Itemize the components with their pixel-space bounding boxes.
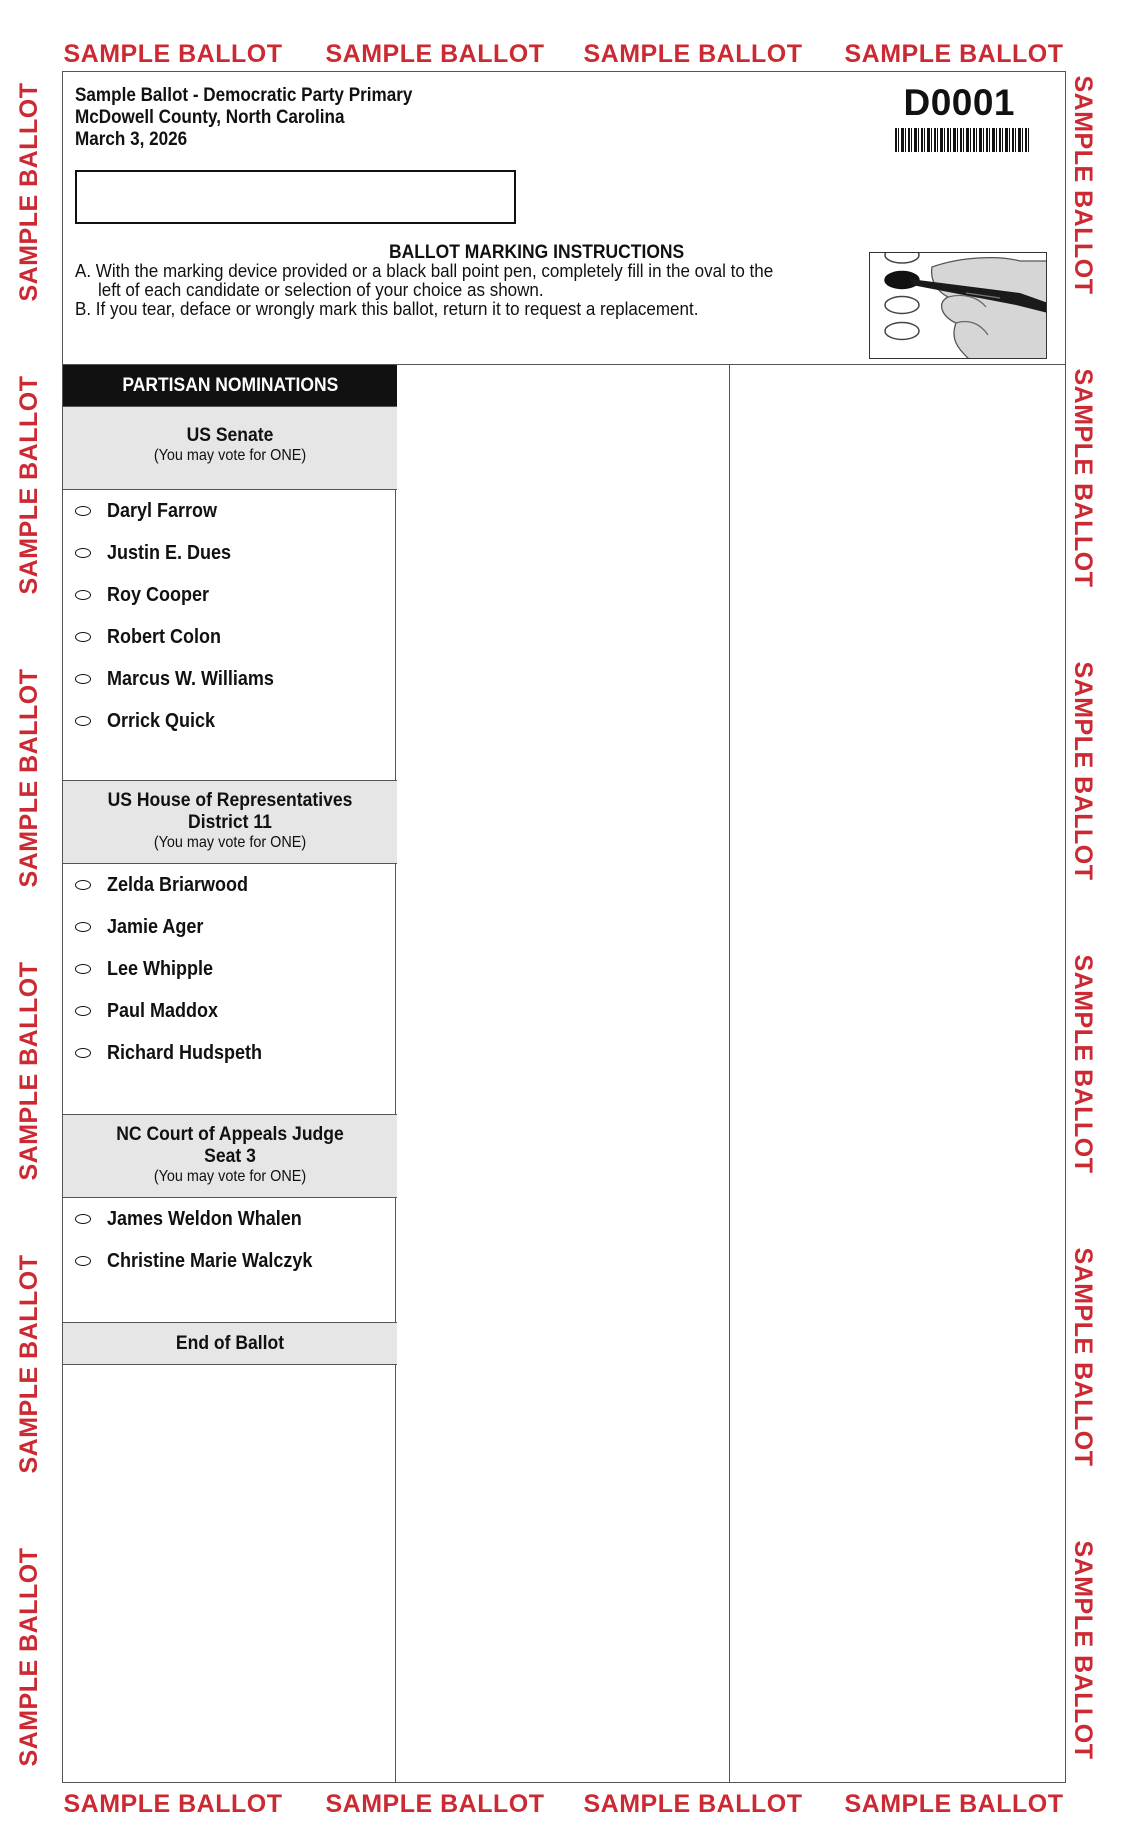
- watermark-left-4: SAMPLE BALLOT: [15, 961, 43, 1181]
- watermark-top-4: SAMPLE BALLOT: [844, 40, 1064, 68]
- watermark-left-6: SAMPLE BALLOT: [15, 1547, 43, 1767]
- watermark-bottom-3: SAMPLE BALLOT: [583, 1790, 803, 1818]
- candidate-option[interactable]: [63, 1243, 397, 1285]
- contest-district: District 11: [188, 811, 272, 833]
- contest-title: US Senate: [186, 424, 274, 446]
- watermark-top-3: SAMPLE BALLOT: [583, 40, 803, 68]
- ballot-id: D0001: [903, 82, 1015, 123]
- ballot-county: McDowell County, North Carolina: [75, 107, 345, 128]
- vote-oval-icon[interactable]: [75, 880, 91, 890]
- candidate-list-nc-court-of-appeals: [63, 1198, 397, 1322]
- watermark-bottom-1: SAMPLE BALLOT: [63, 1790, 283, 1818]
- candidate-name: Orrick Quick: [107, 710, 216, 732]
- instruction-a: A. With the marking device provided or a black ball point pen, completely fill in the oval to the: [75, 260, 774, 281]
- candidate-name: Richard Hudspeth: [107, 1042, 263, 1064]
- vote-oval-icon[interactable]: [75, 1006, 91, 1016]
- end-of-ballot-header: [63, 1322, 397, 1365]
- contest-title: NC Court of Appeals Judge: [116, 1123, 344, 1145]
- candidate-option[interactable]: [63, 909, 397, 951]
- contest-header-us-house: [63, 780, 397, 864]
- candidate-name: Robert Colon: [107, 626, 221, 648]
- watermark-right-4: SAMPLE BALLOT: [1069, 954, 1097, 1174]
- ballot-header: [63, 72, 1065, 365]
- watermark-right-1: SAMPLE BALLOT: [1069, 75, 1097, 295]
- candidate-name: Roy Cooper: [107, 584, 210, 606]
- vote-oval-icon[interactable]: [75, 922, 91, 932]
- ballot-page: [62, 71, 1066, 1783]
- instructions-text: [75, 261, 811, 318]
- candidate-name: Paul Maddox: [107, 1000, 219, 1022]
- vote-oval-icon[interactable]: [75, 716, 91, 726]
- watermark-left-5: SAMPLE BALLOT: [15, 1254, 43, 1474]
- candidate-name: Christine Marie Walczyk: [107, 1250, 313, 1272]
- barcode: [895, 128, 1029, 152]
- ballot-title-block: [75, 85, 412, 151]
- section-header-partisan: [63, 365, 397, 406]
- contest-seat: Seat 3: [204, 1145, 256, 1167]
- watermark-right-3: SAMPLE BALLOT: [1069, 661, 1097, 881]
- candidate-list-us-senate: [63, 490, 397, 780]
- vote-oval-icon[interactable]: [75, 1048, 91, 1058]
- candidate-name: Jamie Ager: [107, 916, 204, 938]
- candidate-option[interactable]: [63, 535, 397, 577]
- column-divider-2: [729, 365, 730, 1782]
- vote-oval-icon[interactable]: [75, 548, 91, 558]
- instruction-b: B. If you tear, deface or wrongly mark this ballot, return it to request a replacement.: [75, 298, 699, 319]
- watermark-right-6: SAMPLE BALLOT: [1069, 1540, 1097, 1760]
- marking-illustration: [869, 252, 1047, 359]
- candidate-option[interactable]: [63, 993, 397, 1035]
- vote-oval-icon[interactable]: [75, 1256, 91, 1266]
- candidate-name: James Weldon Whalen: [107, 1208, 302, 1230]
- ballot-title: Sample Ballot - Democratic Party Primary: [75, 85, 413, 106]
- vote-oval-icon[interactable]: [75, 674, 91, 684]
- candidate-option[interactable]: [63, 1035, 397, 1077]
- vote-for-instruction: (You may vote for ONE): [153, 834, 307, 851]
- candidate-option[interactable]: [63, 867, 397, 909]
- watermark-bottom-2: SAMPLE BALLOT: [325, 1790, 545, 1818]
- candidate-name: Zelda Briarwood: [107, 874, 249, 896]
- candidate-option[interactable]: [63, 619, 397, 661]
- candidate-option[interactable]: [63, 577, 397, 619]
- watermark-left-3: SAMPLE BALLOT: [15, 668, 43, 888]
- contest-header-us-senate: [63, 406, 397, 490]
- candidate-option[interactable]: [63, 703, 397, 745]
- end-of-ballot-label: End of Ballot: [175, 1332, 285, 1354]
- candidate-option[interactable]: [63, 493, 397, 535]
- precinct-box: [75, 170, 516, 224]
- candidate-name: Daryl Farrow: [107, 500, 218, 522]
- vote-for-instruction: (You may vote for ONE): [153, 1168, 307, 1185]
- section-title: PARTISAN NOMINATIONS: [122, 375, 338, 396]
- vote-oval-icon[interactable]: [75, 590, 91, 600]
- watermark-top-2: SAMPLE BALLOT: [325, 40, 545, 68]
- watermark-top-1: SAMPLE BALLOT: [63, 40, 283, 68]
- candidate-name: Justin E. Dues: [107, 542, 232, 564]
- ballot-column-1: [63, 365, 397, 1365]
- candidate-name: Lee Whipple: [107, 958, 214, 980]
- vote-oval-icon[interactable]: [75, 506, 91, 516]
- contest-header-nc-court-of-appeals: [63, 1114, 397, 1198]
- vote-oval-icon[interactable]: [75, 632, 91, 642]
- hand-pen-icon: [870, 253, 1047, 359]
- candidate-option[interactable]: [63, 1201, 397, 1243]
- candidate-option[interactable]: [63, 951, 397, 993]
- vote-oval-icon[interactable]: [75, 964, 91, 974]
- watermark-left-1: SAMPLE BALLOT: [15, 82, 43, 302]
- vote-oval-icon[interactable]: [75, 1214, 91, 1224]
- watermark-left-2: SAMPLE BALLOT: [15, 375, 43, 595]
- watermark-bottom-4: SAMPLE BALLOT: [844, 1790, 1064, 1818]
- contest-title: US House of Representatives: [107, 789, 353, 811]
- watermark-right-2: SAMPLE BALLOT: [1069, 368, 1097, 588]
- instructions-title: BALLOT MARKING INSTRUCTIONS: [389, 242, 685, 263]
- ballot-date: March 3, 2026: [75, 129, 188, 150]
- candidate-option[interactable]: [63, 661, 397, 703]
- instruction-a-cont: left of each candidate or selection of your choice as shown.: [98, 279, 544, 300]
- candidate-name: Marcus W. Williams: [107, 668, 274, 690]
- watermark-right-5: SAMPLE BALLOT: [1069, 1247, 1097, 1467]
- vote-for-instruction: (You may vote for ONE): [153, 447, 307, 464]
- candidate-list-us-house: [63, 864, 397, 1114]
